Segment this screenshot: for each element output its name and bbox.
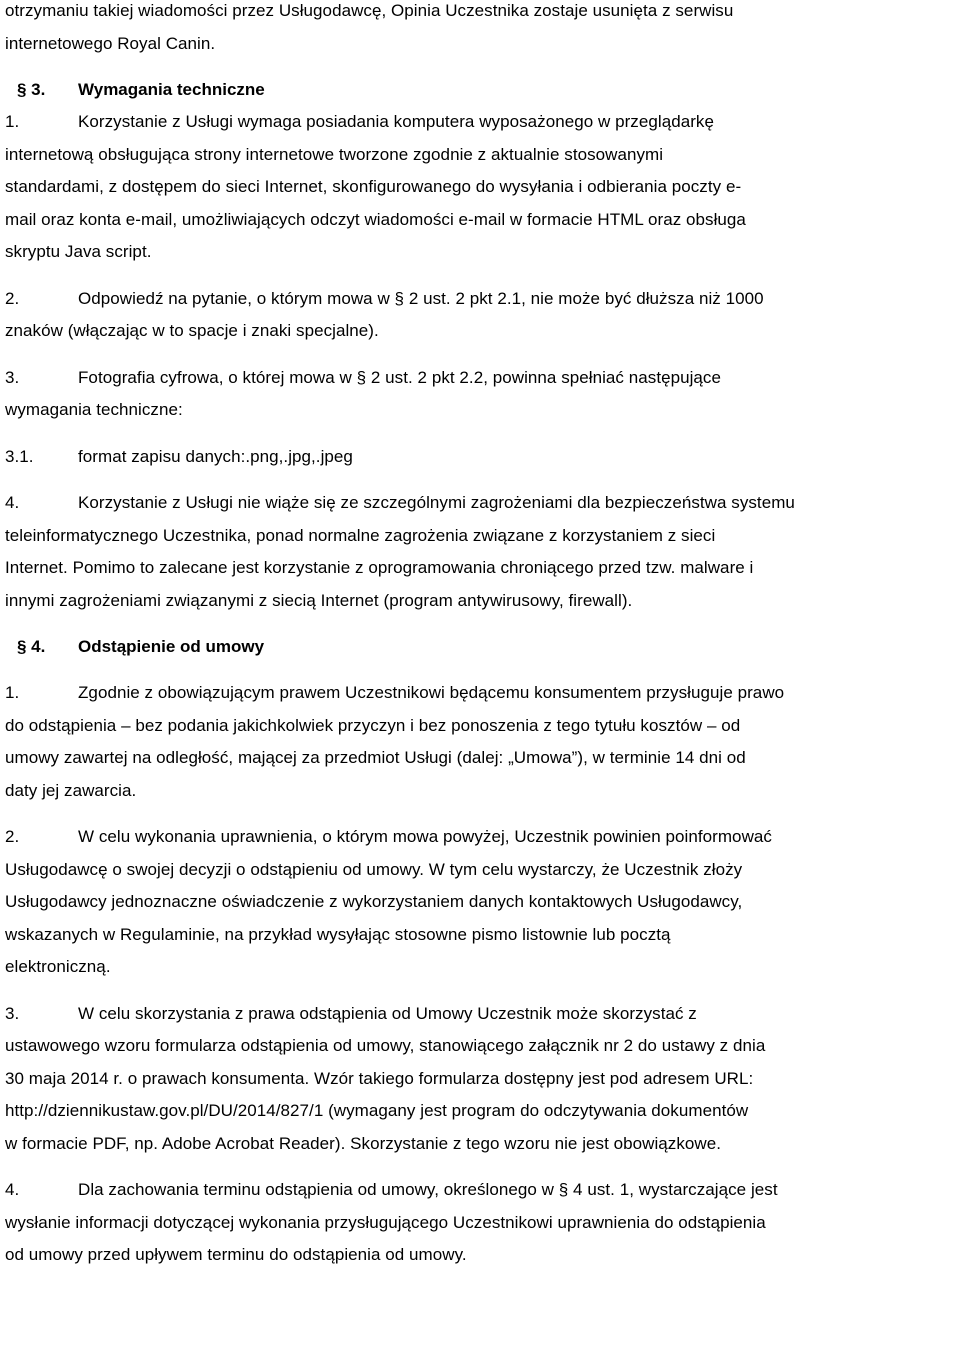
paragraph-line: 30 maja 2014 r. o prawach konsumenta. Wzór takiego formularza dostępny jest pod adresem URL: xyxy=(5,1068,754,1088)
paragraph-line: 1. Zgodnie z obowiązującym prawem Uczestnikowi będącemu konsumentem przysługuje prawo xyxy=(5,677,960,710)
paragraph-4-3 xyxy=(5,998,960,1161)
paragraph-number: 1. xyxy=(5,683,20,702)
section-number: § 3. xyxy=(17,80,46,99)
paragraph-line: wysłanie informacji dotyczącej wykonania przysługującego Uczestnikowi uprawnienia do odstąpienia xyxy=(5,1212,766,1232)
section-title: Odstąpienie od umowy xyxy=(78,637,265,656)
paragraph-line: elektroniczną. xyxy=(5,957,111,976)
paragraph-line: 2. W celu wykonania uprawnienia, o którym mowa powyżej, Uczestnik powinien poinformować xyxy=(5,821,960,854)
paragraph-line: daty jej zawarcia. xyxy=(5,780,137,800)
intro-line: internetowego Royal Canin. xyxy=(5,33,216,53)
paragraph-number: 1. xyxy=(5,112,20,131)
section-number: § 4. xyxy=(17,637,46,656)
paragraph-line: Usługodawcę o swojej decyzji o odstąpieniu od umowy. W tym celu wystarczy, że Uczestnik złoży xyxy=(5,859,743,879)
paragraph-line: Usługodawcy jednoznaczne oświadczenie z wykorzystaniem danych kontaktowych Usługodawcy, xyxy=(5,892,743,911)
document-page xyxy=(5,0,960,1272)
paragraph-line: umowy zawartej na odległość, mającej za przedmiot Usługi (dalej: „Umowa”), w terminie 14 dni od xyxy=(5,748,746,767)
paragraph-line: ustawowego wzoru formularza odstąpienia od umowy, stanowiącego załącznik nr 2 do ustawy z dnia xyxy=(5,1036,766,1055)
paragraph-3-2 xyxy=(5,283,960,348)
paragraph-3-3-1 xyxy=(5,441,960,474)
paragraph-4-2 xyxy=(5,821,960,984)
paragraph-number: 4. xyxy=(5,1180,20,1199)
paragraph-number: 3. xyxy=(5,1003,20,1023)
section-title: Wymagania techniczne xyxy=(78,80,265,99)
paragraph-line: 1. Korzystanie z Usługi wymaga posiadania komputera wyposażonego w przeglądarkę xyxy=(5,106,960,139)
paragraph-line: skryptu Java script. xyxy=(5,242,152,261)
section-heading-3 xyxy=(5,74,960,106)
paragraph-line: znaków (włączając w to spacje i znaki specjalne). xyxy=(5,321,379,340)
paragraph-line: 3. W celu skorzystania z prawa odstąpienia od Umowy Uczestnik może skorzystać z xyxy=(5,998,960,1031)
paragraph-3-3 xyxy=(5,362,960,427)
paragraph-line: 4. Dla zachowania terminu odstąpienia od umowy, określonego w § 4 ust. 1, wystarczające jest xyxy=(5,1174,960,1207)
paragraph-line: w formacie PDF, np. Adobe Acrobat Reader). Skorzystanie z tego wzoru nie jest obowiązkowe. xyxy=(5,1133,722,1153)
paragraph-4-4 xyxy=(5,1174,960,1272)
paragraph-number: 2. xyxy=(5,827,20,846)
paragraph-3-1 xyxy=(5,106,960,269)
paragraph-line: 2. Odpowiedź na pytanie, o którym mowa w § 2 ust. 2 pkt 2.1, nie może być dłuższa niż 1000 xyxy=(5,283,960,316)
paragraph-number: 3. xyxy=(5,367,20,387)
paragraph-line: 3.1. format zapisu danych:.png,.jpg,.jpeg xyxy=(5,441,960,474)
section-heading-4 xyxy=(5,631,960,663)
paragraph-line: internetową obsługująca strony internetowe tworzone zgodnie z aktualnie stosowanymi xyxy=(5,144,664,164)
paragraph-number: 3.1. xyxy=(5,446,34,466)
paragraph-line: wymagania techniczne: xyxy=(5,400,183,419)
paragraph-line: wskazanych w Regulaminie, na przykład wysyłając stosowne pismo listownie lub pocztą xyxy=(5,924,671,944)
paragraph-line: standardami, z dostępem do sieci Internet, skonfigurowanego do wysyłania i odbierania poczty e- xyxy=(5,177,742,196)
paragraph-line: teleinformatycznego Uczestnika, ponad normalne zagrożenia związane z korzystaniem z sieci xyxy=(5,525,716,545)
paragraph-line: do odstąpienia – bez podania jakichkolwiek przyczyn i bez ponoszenia z tego tytułu kosztów – od xyxy=(5,715,741,735)
paragraph-line: http://dziennikustaw.gov.pl/DU/2014/827/1 (wymagany jest program do odczytywania dokumentów xyxy=(5,1101,749,1120)
paragraph-line: od umowy przed upływem terminu do odstąpienia od umowy. xyxy=(5,1245,467,1264)
intro-line: otrzymaniu takiej wiadomości przez Usługodawcę, Opinia Uczestnika zostaje usunięta z serwisu xyxy=(5,1,734,20)
paragraph-line: Internet. Pomimo to zalecane jest korzystanie z oprogramowania chroniącego przed tzw. malware i xyxy=(5,558,754,577)
paragraph-line: 3. Fotografia cyfrowa, o której mowa w § 2 ust. 2 pkt 2.2, powinna spełniać następujące xyxy=(5,362,960,395)
paragraph-line: innymi zagrożeniami związanymi z siecią Internet (program antywirusowy, firewall). xyxy=(5,590,633,610)
paragraph-3-4 xyxy=(5,487,960,617)
paragraph-number: 4. xyxy=(5,493,20,512)
paragraph-4-1 xyxy=(5,677,960,807)
paragraph-line: mail oraz konta e-mail, umożliwiających odczyt wiadomości e-mail w formacie HTML oraz obsługa xyxy=(5,209,746,229)
paragraph-line: 4. Korzystanie z Usługi nie wiąże się ze szczególnymi zagrożeniami dla bezpieczeństwa systemu xyxy=(5,487,960,520)
paragraph-number: 2. xyxy=(5,288,20,308)
